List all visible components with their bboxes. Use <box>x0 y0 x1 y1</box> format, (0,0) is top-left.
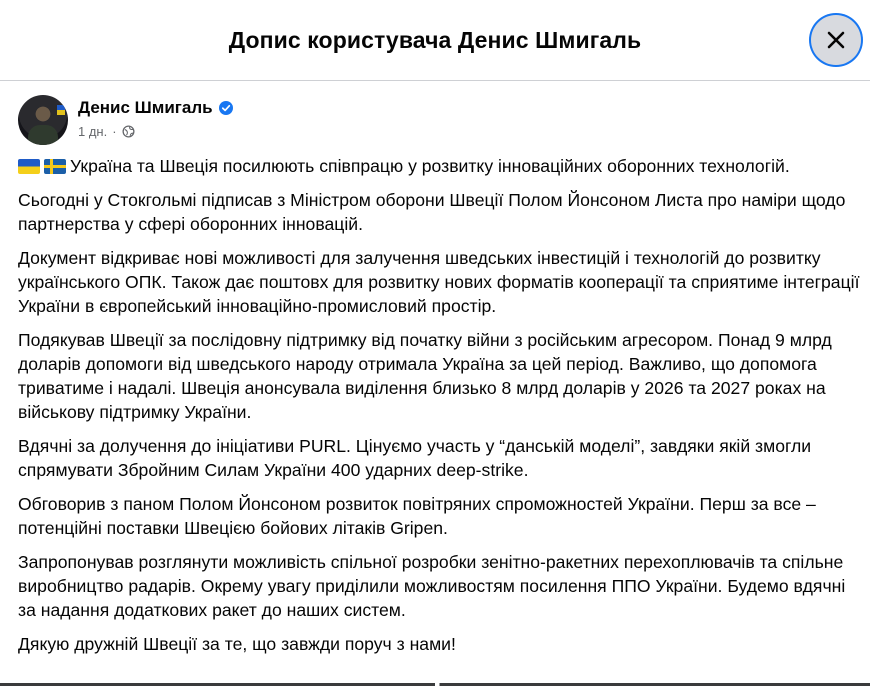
post-timestamp[interactable]: 1 дн. <box>78 124 108 139</box>
post-paragraph: Запропонував розглянути можливість спільної розробки зенітно-ракетних перехоплювачів та спільне виробництво радарів. Окрему увагу приділили можливостям посилення ППО України. Будемо вдячні за надання додаткових ракет до наших систем. <box>18 552 846 620</box>
post-paragraph: Обговорив з паном Полом Йонсоном розвиток повітряних спроможностей України. Перш за все – потенційні поставки Швецією бойових літаків Gripen. <box>18 494 816 538</box>
post-paragraph-text: Україна та Швеція посилюють співпрацю у розвитку інноваційних оборонних технологій. <box>70 156 790 176</box>
post-paragraph: Документ відкриває нові можливості для залучення шведських інвестицій і технологій до розвитку українського ОПК. Також дає поштовх для розвитку нових форматів кооперації та сприятиме інтеграції України в європейський інноваційно-промисловий простір. <box>18 248 860 316</box>
dialog-header <box>0 0 870 81</box>
post-paragraph: Вдячні за долучення до ініціативи PURL. Цінуємо участь у “данській моделі”, завдяки якій змогли спрямувати Збройним Силам України 400 ударних deep-strike. <box>18 436 812 480</box>
post-paragraph <box>18 154 860 178</box>
sweden-flag-icon <box>44 159 66 174</box>
verified-badge-icon <box>219 101 233 115</box>
post-body <box>18 154 860 666</box>
ukraine-flag-icon <box>18 159 40 174</box>
post-paragraph: Подякував Швеції за послідовну підтримку від початку війни з російським агресором. Понад 9 млрд доларів допомоги від шведського народу отримала Україна за цей період. Важливо, що допомога триватиме і надалі. Швеція анонсувала виділення близько 8 млрд доларів у 2026 та 2027 роках на військову підтримку України. <box>18 330 832 422</box>
close-button[interactable] <box>811 15 861 65</box>
author-line <box>78 98 233 118</box>
post-header <box>18 95 233 145</box>
post-paragraph: Сьогодні у Стокгольмі підписав з Міністром оборони Швеції Полом Йонсоном Листа про наміри щодо партнерства у сфері оборонних інновацій. <box>18 190 846 234</box>
author-block <box>78 95 233 139</box>
avatar[interactable] <box>18 95 68 145</box>
post-meta <box>78 124 233 139</box>
meta-separator: · <box>112 124 117 139</box>
avatar-figure <box>28 125 58 145</box>
post-paragraph: Дякую дружній Швеції за те, що завжди поруч з нами! <box>18 634 456 654</box>
author-name[interactable]: Денис Шмигаль <box>78 98 213 117</box>
avatar-flag-icon <box>57 105 65 115</box>
globe-icon[interactable] <box>122 125 135 138</box>
dialog-title: Допис користувача Денис Шмигаль <box>228 26 642 53</box>
close-icon <box>826 30 846 50</box>
